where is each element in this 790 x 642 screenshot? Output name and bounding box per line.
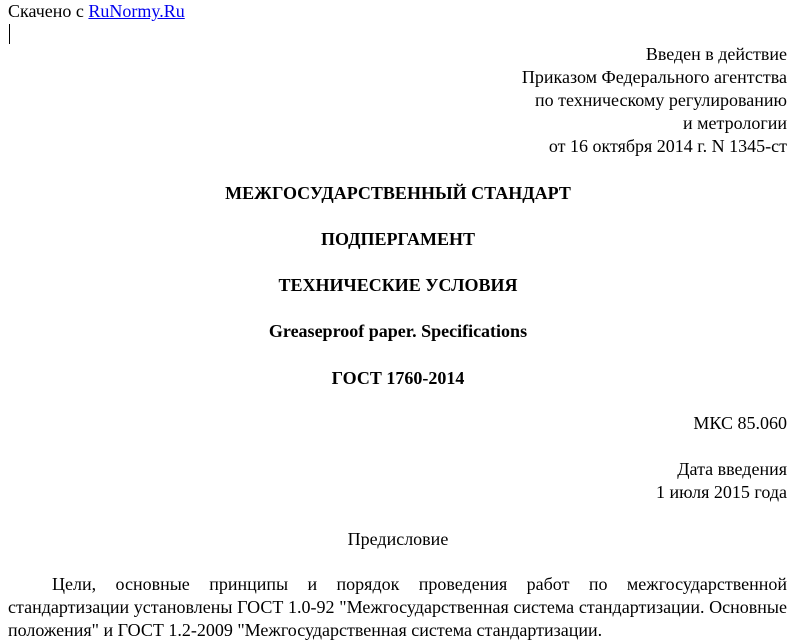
text-cursor <box>9 24 10 44</box>
enactment-line: от 16 октября 2014 г. N 1345-ст <box>548 136 787 156</box>
enactment-line: и метрологии <box>683 113 787 133</box>
standard-type-title: МЕЖГОСУДАРСТВЕННЫЙ СТАНДАРТ <box>225 183 571 203</box>
download-source-line <box>8 1 185 21</box>
source-link[interactable]: RuNormy.Ru <box>88 1 185 21</box>
product-title: ПОДПЕРГАМЕНТ <box>321 229 475 249</box>
enactment-line: по техническому регулированию <box>534 90 787 110</box>
intro-date-value: 1 июля 2015 года <box>656 482 787 502</box>
enactment-line: Введен в действие <box>645 44 787 64</box>
mks-code: МКС 85.060 <box>693 413 787 433</box>
gost-number: ГОСТ 1760-2014 <box>331 368 465 388</box>
foreword-paragraph: Цели, основные принципы и порядок проведения работ по межгосударственной стандартизации установлены ГОСТ 1.0-92 "Межгосударственная система стандартизации. Основные положения" и ГОСТ 1.2-2009 "Межгосударственная система стандартизации. <box>8 574 787 640</box>
english-title: Greaseproof paper. Specifications <box>268 321 528 341</box>
enactment-line: Приказом Федерального агентства <box>521 67 787 87</box>
download-source-prefix: Скачено с <box>8 1 89 21</box>
enactment-block <box>522 43 787 158</box>
section-heading: Предисловие <box>347 529 449 549</box>
conditions-title: ТЕХНИЧЕСКИЕ УСЛОВИЯ <box>278 275 518 295</box>
intro-date-label: Дата введения <box>677 459 787 479</box>
